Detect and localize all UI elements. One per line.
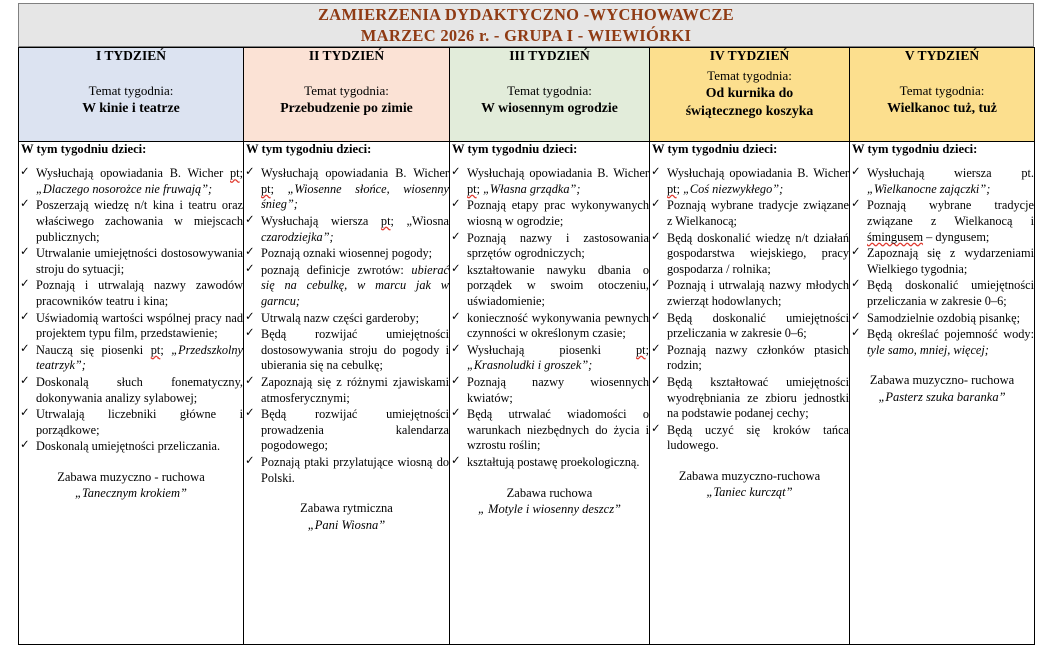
week-header-5 <box>850 48 1035 142</box>
objective-item: ✓ Będą określać pojemność wody: tyle samo, mniej, więcej; <box>850 327 1034 358</box>
objective-item: ✓ Poznają nazwy wiosennych kwiatów; <box>450 375 649 406</box>
week-number-label-3: III TYDZIEŃ <box>509 48 590 63</box>
objective-item: ✓ konieczność wykonywania pewnych czynności w określonym czasie; <box>450 311 649 342</box>
week-number-label-2: II TYDZIEŃ <box>308 48 385 63</box>
page-title-line-1: ZAMIERZENIA DYDAKTYCZNO -WYCHOWAWCZE <box>317 5 734 25</box>
intro-label-1: W tym tygodniu dzieci: <box>21 142 147 156</box>
table-header-row <box>19 48 1035 142</box>
topic-value-4-line-2: świątecznego koszyka <box>685 103 814 119</box>
intro-label-2: W tym tygodniu dzieci: <box>246 142 372 156</box>
objective-item: ✓ Utrwalą nazw części garderoby; <box>244 311 449 327</box>
week-header-2 <box>244 48 450 142</box>
week-content-3 <box>450 142 650 645</box>
page-title-line-2: MARZEC 2026 r. - GRUPA I - WIEWIÓRKI <box>360 25 692 45</box>
objective-item: ✓ Będą uczyć się kroków tańca ludowego. <box>650 423 849 454</box>
week-content-1 <box>19 142 244 645</box>
week-content-5 <box>850 142 1035 645</box>
objective-item: ✓ Nauczą się piosenki pt; „Przedszkolny teatrzyk”; <box>19 343 243 374</box>
closing-title-5: Zabawa muzyczno- ruchowa <box>869 373 1015 388</box>
objective-item: ✓ Poszerzają wiedzę n/t kina i teatru oraz właściwego zachowania w miejscach publicznych; <box>19 198 243 245</box>
week-content-2 <box>244 142 450 645</box>
intro-label-3: W tym tygodniu dzieci: <box>452 142 578 156</box>
objective-item: ✓ Będą kształtować umiejętności wyodrębniania ze zbioru jednostki na podstawie podanej cechy; <box>650 375 849 422</box>
closing-subtitle-5: „Pasterz szuka baranka” <box>878 389 1006 404</box>
topic-label-3: Temat tygodnia: <box>507 82 592 98</box>
objective-item: ✓ Poznają i utrwalają nazwy zawodów pracowników teatru i kina; <box>19 278 243 309</box>
objective-item: ✓ Wysłuchają wiersza pt. „Wielkanocne zajączki”; <box>850 166 1034 197</box>
intro-label-4: W tym tygodniu dzieci: <box>652 142 778 156</box>
objective-item: ✓ Wysłuchają piosenki pt; „Krasnoludki i groszek”; <box>450 343 649 374</box>
topic-label-2: Temat tygodnia: <box>304 82 389 98</box>
objective-item: ✓ Poznają nazwy członków ptasich rodzin; <box>650 343 849 374</box>
closing-subtitle-2: „Pani Wiosna” <box>307 517 386 532</box>
objectives-list-3 <box>450 166 649 471</box>
objectives-list-4 <box>650 166 849 454</box>
closing-title-3: Zabawa ruchowa <box>506 485 593 500</box>
objective-item: ✓ Będą rozwijać umiejętności dostosowywania stroju do pogody i ubierania się na cebulkę; <box>244 327 449 374</box>
closing-title-1: Zabawa muzyczno - ruchowa <box>57 470 205 485</box>
objective-item: ✓ Wysłuchają wiersza pt; „Wiosna czarodziejka”; <box>244 214 449 245</box>
table-body-row <box>19 142 1035 645</box>
week-header-4 <box>650 48 850 142</box>
objective-item: ✓ Poznają ptaki przylatujące wiosną do Polski. <box>244 455 449 486</box>
objective-item: ✓ Będą doskonalić wiedzę n/t działań gospodarstwa wiejskiego, pracy gospodarza / rolnika; <box>650 231 849 278</box>
closing-subtitle-1: „Tanecznym krokiem” <box>75 486 187 501</box>
topic-value-5: Wielkanoc tuż, tuż <box>887 100 997 116</box>
topic-value-4-line-1: Od kurnika do <box>705 85 794 101</box>
objective-item: ✓ kształtowanie nawyku dbania o porządek w swoim otoczeniu, uświadomienie; <box>450 263 649 310</box>
objective-item: ✓ Zapoznają się z różnymi zjawiskami atmosferycznymi; <box>244 375 449 406</box>
objective-item: ✓ Poznają wybrane tradycje związane z Wielkanocą; <box>650 198 849 229</box>
objective-item: ✓ poznają definicje zwrotów: ubierać się na cebulkę, w marcu jak w garncu; <box>244 263 449 310</box>
objective-item: ✓ kształtują postawę proekologiczną. <box>450 455 649 471</box>
objectives-list-5 <box>850 166 1034 358</box>
objective-item: ✓ Poznają i utrwalają nazwy młodych zwierząt hodowlanych; <box>650 278 849 309</box>
closing-title-2: Zabawa rytmiczna <box>300 501 393 516</box>
intro-label-5: W tym tygodniu dzieci: <box>852 142 978 156</box>
closing-activity-2 <box>244 500 449 533</box>
topic-value-3: W wiosennym ogrodzie <box>481 100 618 116</box>
topic-label-1: Temat tygodnia: <box>88 82 174 98</box>
topic-value-2: Przebudzenie po zimie <box>280 100 413 116</box>
objective-item: ✓ Poznają oznaki wiosennej pogody; <box>244 246 449 262</box>
week-number-label-5: V TYDZIEŃ <box>904 48 980 63</box>
objectives-list-2 <box>244 166 449 486</box>
objective-item: ✓ Doskonalą słuch fonematyczny, dokonywania analizy sylabowej; <box>19 375 243 406</box>
document-title-banner <box>18 3 1034 47</box>
week-header-3 <box>450 48 650 142</box>
closing-subtitle-4: „Taniec kurcząt” <box>706 485 793 500</box>
objective-item: ✓ Poznają wybrane tradycje związane z Wielkanocą i śmingusem – dyngusem; <box>850 198 1034 245</box>
week-number-label-1: I TYDZIEŃ <box>96 48 166 63</box>
objective-item: ✓ Wysłuchają opowiadania B. Wicher pt; „Dlaczego nosorożce nie fruwają”; <box>19 166 243 197</box>
closing-activity-4 <box>650 468 849 501</box>
objective-item: ✓ Poznają etapy prac wykonywanych wiosną w ogrodzie; <box>450 198 649 229</box>
objective-item: ✓ Poznają nazwy i zastosowania sprzętów ogrodniczych; <box>450 231 649 262</box>
objective-item: ✓ Zapoznają się z wydarzeniami Wielkiego tygodnia; <box>850 246 1034 277</box>
objective-item: ✓ Wysłuchają opowiadania B. Wicher pt; „Coś niezwykłego”; <box>650 166 849 197</box>
weekly-plan-table <box>18 47 1035 645</box>
objective-item: ✓ Doskonalą umiejętności przeliczania. <box>19 439 243 455</box>
topic-value-1: W kinie i teatrze <box>82 100 180 116</box>
objective-item: ✓ Uświadomią wartości wspólnej pracy nad projektem typu film, przedstawienie; <box>19 311 243 342</box>
closing-subtitle-3: „ Motyle i wiosenny deszcz” <box>477 501 622 516</box>
objective-item: ✓ Wysłuchają opowiadania B. Wicher pt; „Własna grządka”; <box>450 166 649 197</box>
objectives-list-1 <box>19 166 243 455</box>
objective-item: ✓ Utrwalanie umiejętności dostosowywania stroju do sytuacji; <box>19 246 243 277</box>
closing-activity-1 <box>19 469 243 502</box>
objective-item: ✓ Będą utrwalać wiadomości o warunkach niezbędnych do życia i wzrostu roślin; <box>450 407 649 454</box>
week-header-1 <box>19 48 244 142</box>
objective-item: ✓ Będą rozwijać umiejętności prowadzenia kalendarza pogodowego; <box>244 407 449 454</box>
objective-item: ✓ Samodzielnie ozdobią pisankę; <box>850 311 1034 327</box>
objective-item: ✓ Wysłuchają opowiadania B. Wicher pt; „Wiosenne słońce, wiosenny śnieg”; <box>244 166 449 213</box>
closing-activity-5 <box>850 372 1034 405</box>
week-number-label-4: IV TYDZIEŃ <box>709 48 790 63</box>
topic-label-5: Temat tygodnia: <box>899 82 985 98</box>
closing-title-4: Zabawa muzyczno-ruchowa <box>678 469 821 484</box>
week-content-4 <box>650 142 850 645</box>
objective-item: ✓ Będą doskonalić umiejętności przeliczania w zakresie 0–6; <box>850 278 1034 309</box>
objective-item: ✓ Będą doskonalić umiejętności przeliczania w zakresie 0–6; <box>650 311 849 342</box>
closing-activity-3 <box>450 485 649 518</box>
topic-label-4: Temat tygodnia: <box>707 67 792 83</box>
objective-item: ✓ Utrwalają liczebniki główne i porządkowe; <box>19 407 243 438</box>
